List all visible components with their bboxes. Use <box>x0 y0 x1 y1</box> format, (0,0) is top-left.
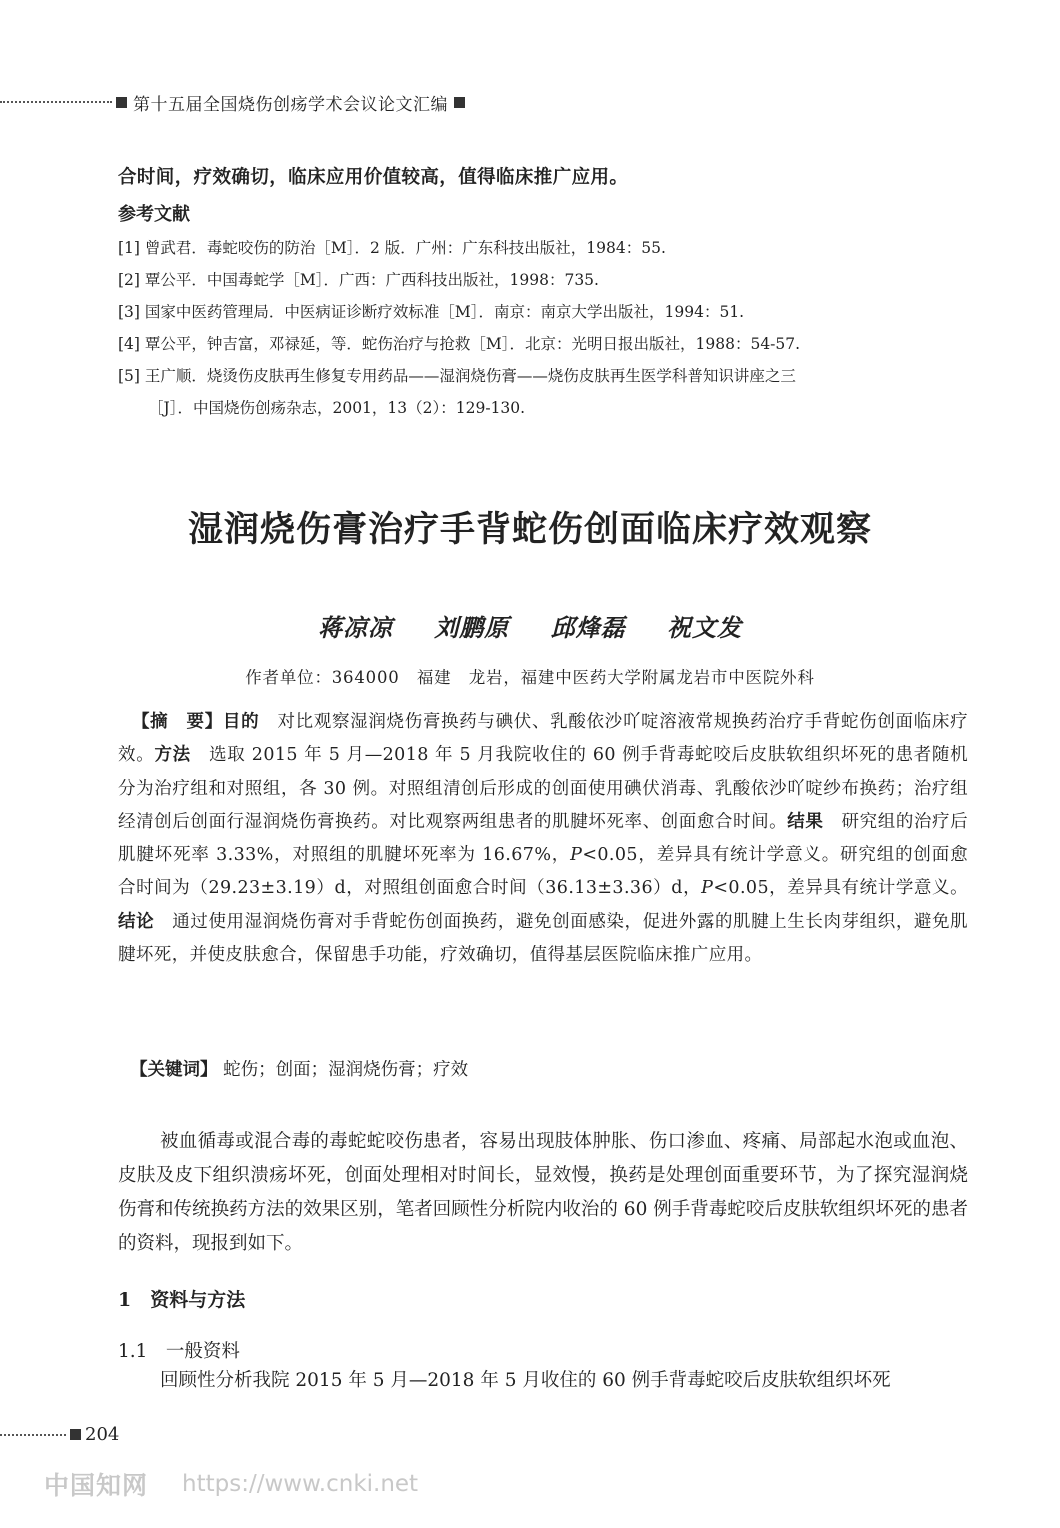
section-text: 回顾性分析我院 2015 年 5 月—2018 年 5 月收住的 60 例手背毒蛇咬后皮肤软组织坏死 <box>160 1370 891 1391</box>
page-number: 204 <box>85 1424 120 1445</box>
reference-item: [3] 国家中医药管理局．中医病证诊断疗效标准［M］．南京：南京大学出版社，1994：51. <box>118 303 745 321</box>
keywords-label: 【关键词】 <box>130 1060 218 1080</box>
purpose-text: 对比观察湿润烧伤膏换药与碘伏、乳酸依沙吖啶溶液常规换药治疗手背蛇伤创面临床疗效。 <box>118 712 968 766</box>
footer-dotted-rule <box>0 1434 66 1436</box>
result-text: <0.05，差异具有统计学意义。研究组的创面愈合时间为（29.23±3.19）d，对照组创面愈合时间（36.13±3.36）d， <box>118 845 968 899</box>
footer-square-icon <box>70 1429 81 1440</box>
reference-item: [5] 王广顺．烧烫伤皮肤再生修复专用药品——湿润烧伤膏——烧伤皮肤再生医学科普知识讲座之三 <box>118 367 796 385</box>
author-name: 蒋凉凉 <box>317 613 393 642</box>
result-text: 研究组的治疗后肌腱坏死率 3.33%，对照组的肌腱坏死率为 16.67%， <box>118 811 968 866</box>
reference-item: [1] 曾武君．毒蛇咬伤的防治［M］．2 版．广州：广东科技出版社，1984：55. <box>118 239 666 257</box>
reference-item: [4] 覃公平，钟吉富，邓禄延，等．蛇伤治疗与抢救［M］．北京：光明日报出版社，1988：54-57. <box>118 335 801 353</box>
page-footer <box>0 1424 119 1445</box>
result-label: 结果 <box>787 811 824 832</box>
subsection-heading: 1.1 一般资料 <box>118 1341 240 1362</box>
abstract <box>118 706 968 972</box>
author-name: 邱烽磊 <box>550 613 626 642</box>
cnki-url: https://www.cnki.net <box>182 1471 419 1497</box>
keywords <box>130 1056 468 1081</box>
author-name: 刘鹏原 <box>434 613 510 642</box>
conclusion-label: 结论 <box>118 911 155 932</box>
result-text: <0.05，差异具有统计学意义。 <box>713 878 968 899</box>
keywords-text: 蛇伤；创面；湿润烧伤膏；疗效 <box>223 1060 469 1080</box>
section-paragraph <box>118 1364 968 1398</box>
article-title: 湿润烧伤膏治疗手背蛇伤创面临床疗效观察 <box>187 509 872 550</box>
author-affiliation: 作者单位：364000 福建 龙岩，福建中医药大学附属龙岩市中医院外科 <box>245 668 815 687</box>
conclusion-text: 通过使用湿润烧伤膏对手背蛇伤创面换药，避免创面感染，促进外露的肌腱上生长肉芽组织，避免肌腱坏死，并使皮肤愈合，保留患手功能，疗效确切，值得基层医院临床推广应用。 <box>118 911 968 966</box>
reference-item-continuation: ［J］．中国烧伤创疡杂志，2001，13（2）：129-130. <box>148 399 526 417</box>
intro-paragraph <box>118 1125 968 1261</box>
method-label: 方法 <box>154 745 191 766</box>
header-dotted-rule <box>0 101 112 103</box>
purpose-label: 目的 <box>222 712 260 732</box>
abstract-label: 【摘 要】 <box>132 712 223 732</box>
section-heading: 1 资料与方法 <box>118 1289 246 1311</box>
p-value-symbol: P <box>570 845 583 866</box>
references-heading: 参考文献 <box>118 204 190 225</box>
header-square-icon <box>116 97 127 108</box>
p-value-symbol: P <box>701 878 714 899</box>
header-square-icon <box>454 97 465 108</box>
reference-item: [2] 覃公平．中国毒蛇学［M］．广西：广西科技出版社，1998：735. <box>118 271 599 289</box>
running-header <box>0 90 700 114</box>
method-text: 选取 2015 年 5 月—2018 年 5 月我院收住的 60 例手背毒蛇咬后皮肤软组织坏死的患者随机分为治疗组和对照组，各 30 例。对照组清创后形成的创面使用碘伏消毒、乳酸依沙吖啶纱布换药；治疗组经清创后创面行湿润烧伤膏换药。对比观察两组患者的肌腱坏死率、创面愈合时间。 <box>118 745 968 832</box>
cnki-logo: 中国知网 <box>44 1471 149 1500</box>
cnki-watermark <box>44 1466 418 1502</box>
intro-text: 被血循毒或混合毒的毒蛇蛇咬伤患者，容易出现肢体肿胀、伤口渗血、疼痛、局部起水泡或血泡、皮肤及皮下组织溃疡坏死，创面处理相对时间长，显效慢，换药是处理创面重要环节，为了探究湿润烧伤膏和传统换药方法的效果区别，笔者回顾性分析院内收治的 60 例手背毒蛇咬后皮肤软组织坏死的患者的资料，现报到如下。 <box>118 1131 968 1254</box>
prev-closing-line: 合时间，疗效确切，临床应用价值较高，值得临床推广应用。 <box>118 167 629 188</box>
header-title: 第十五届全国烧伤创疡学术会议论文汇编 <box>133 94 448 115</box>
author-name: 祝文发 <box>667 613 743 642</box>
author-list <box>0 608 1060 643</box>
